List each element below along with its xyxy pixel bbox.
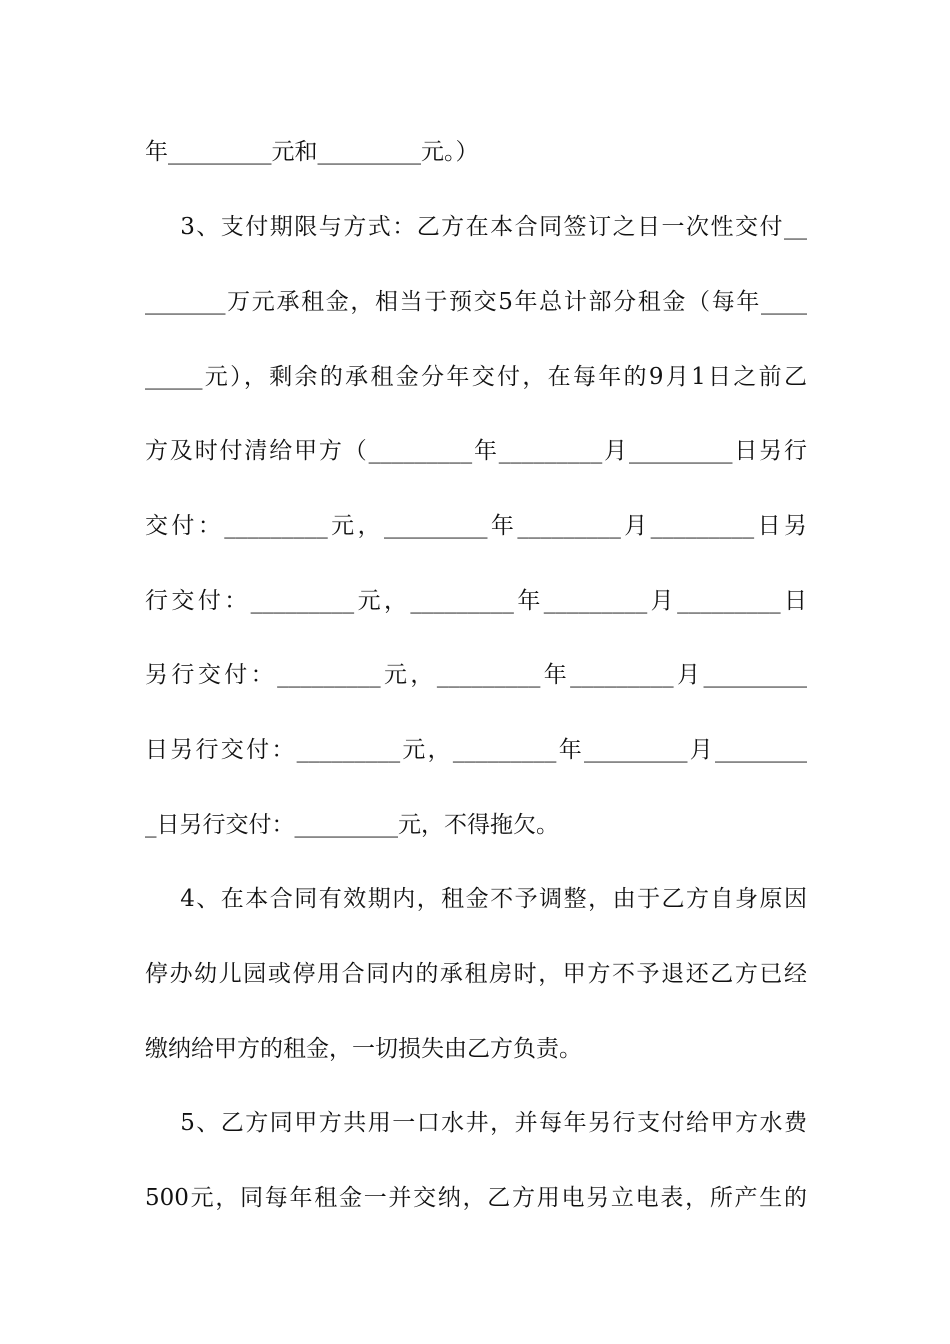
paragraph-line: 4、在本合同有效期内，租金不予调整，由于乙方自身原因	[145, 886, 807, 912]
paragraph-line: 3、支付期限与方式：乙方在本合同签订之日一次性交付__	[145, 214, 807, 240]
paragraph-line: 年_________元和_________元。）	[145, 139, 479, 165]
paragraph-line: 500元，同每年租金一并交纳，乙方用电另立电表，所产生的	[145, 1185, 807, 1211]
paragraph-line: 另行交付：_________元，_________年_________月_________	[145, 662, 807, 688]
paragraph-line: 行交付：_________元，_________年_________月_________日	[145, 588, 807, 614]
paragraph-line: 交付：_________元，_________年_________月_________日另	[145, 513, 807, 539]
paragraph-line: 5、乙方同甲方共用一口水井，并每年另行支付给甲方水费	[145, 1110, 807, 1136]
paragraph-line: _日另行交付：_________元，不得拖欠。	[145, 812, 559, 838]
paragraph-line: 日另行交付：_________元，_________年_________月________	[145, 737, 807, 763]
paragraph-line: _____元），剩余的承租金分年交付，在每年的9月1日之前乙	[145, 364, 807, 390]
paragraph-line: 缴纳给甲方的租金，一切损失由乙方负责。	[145, 1036, 582, 1062]
paragraph-line: 停办幼儿园或停用合同内的承租房时，甲方不予退还乙方已经	[145, 961, 807, 987]
paragraph-line: 方及时付清给甲方（_________年_________月_________日另行	[145, 438, 807, 464]
paragraph-line: _______万元承租金，相当于预交5年总计部分租金（每年____	[145, 289, 807, 315]
